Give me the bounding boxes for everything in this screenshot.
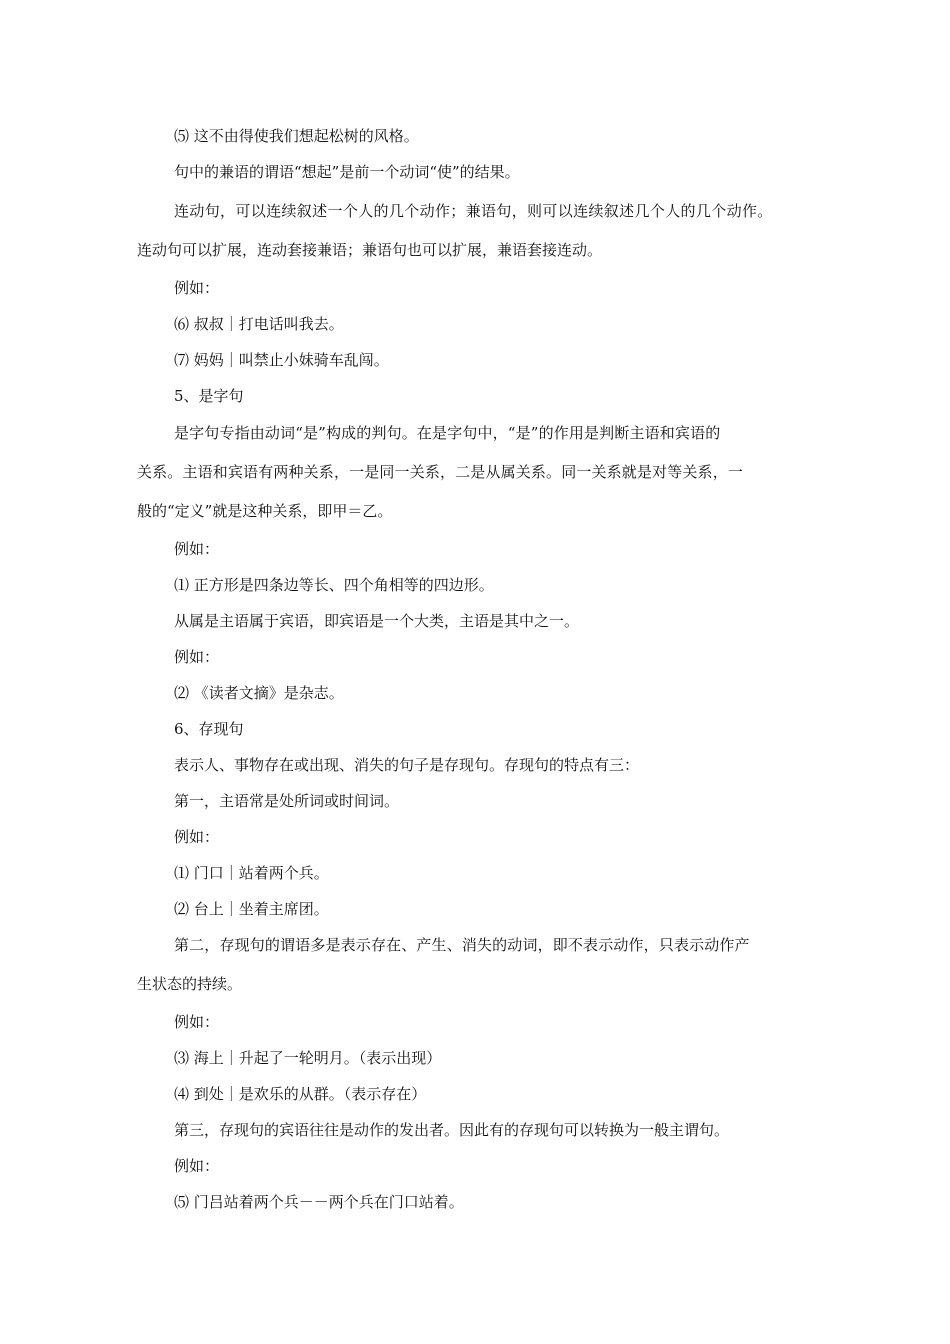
example-label: 例如：: [174, 1013, 220, 1031]
section-heading: 6、存现句: [174, 720, 244, 738]
paragraph-line: 生状态的持续。: [137, 975, 243, 993]
example-line: ⑵ 台上｜坐着主席团。: [174, 900, 329, 918]
example-line: ⑸ 这不由得使我们想起松树的风格。: [174, 127, 419, 145]
example-label: 例如：: [174, 828, 220, 846]
paragraph-line: 关系。主语和宾语有两种关系，一是同一关系，二是从属关系。同一关系就是对等关系，一: [137, 463, 744, 481]
paragraph-line: 是字句专指由动词“是”构成的判句。在是字句中，“是”的作用是判断主语和宾语的: [174, 424, 721, 442]
example-label: 例如：: [174, 1157, 220, 1175]
section-heading: 5、是字句: [174, 387, 244, 405]
example-line: ⑷ 到处｜是欢乐的从群。（表示存在）: [174, 1085, 427, 1103]
paragraph-line: 第二，存现句的谓语多是表示存在、产生、消失的动词，即不表示动作，只表示动作产: [174, 936, 750, 954]
paragraph-line: 表示人、事物存在或出现、消失的句子是存现句。存现句的特点有三：: [174, 756, 640, 774]
paragraph-line: 般的“定义”就是这种关系，即甲＝乙。: [137, 502, 393, 520]
example-label: 例如：: [174, 648, 220, 666]
example-line: ⑸ 门吕站着两个兵－－两个兵在门口站着。: [174, 1193, 464, 1211]
paragraph-line: 连动句，可以连续叙述一个人的几个动作；兼语句，则可以连续叙述几个人的几个动作。: [174, 202, 773, 220]
example-line: ⑺ 妈妈｜叫禁止小妹骑车乱闯。: [174, 351, 389, 369]
example-line: ⑴ 门口｜站着两个兵。: [174, 864, 329, 882]
example-line: ⑶ 海上｜升起了一轮明月。（表示出现）: [174, 1049, 442, 1067]
example-line: ⑵ 《读者文摘》是杂志。: [174, 684, 344, 702]
paragraph-line: 从属是主语属于宾语，即宾语是一个大类，主语是其中之一。: [174, 612, 580, 630]
paragraph-line: 第一，主语常是处所词或时间词。: [174, 792, 400, 810]
example-line: ⑹ 叔叔｜打电话叫我去。: [174, 315, 344, 333]
paragraph-line: 连动句可以扩展，连动套接兼语；兼语句也可以扩展，兼语套接连动。: [137, 241, 603, 259]
example-label: 例如：: [174, 540, 220, 558]
paragraph-line: 句中的兼语的谓语“想起”是前一个动词“使”的结果。: [174, 163, 520, 181]
paragraph-line: 第三，存现句的宾语往往是动作的发出者。因此有的存现句可以转换为一般主谓句。: [174, 1121, 730, 1139]
example-label: 例如：: [174, 279, 220, 297]
example-line: ⑴ 正方形是四条边等长、四个角相等的四边形。: [174, 576, 494, 594]
